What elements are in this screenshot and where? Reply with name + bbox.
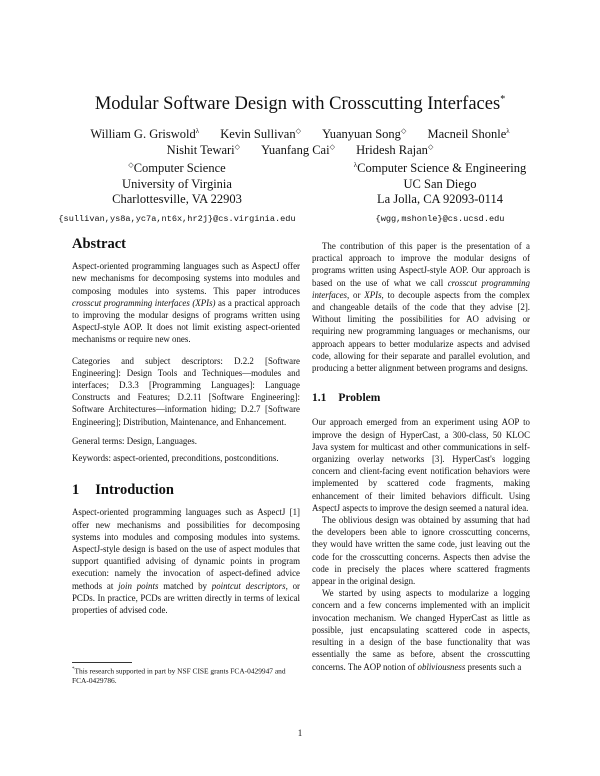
affiliation-dept: ◇Computer Science (128, 161, 226, 176)
intro-paragraph: Aspect-oriented programming languages such as AspectJ [1] offer new mechanisms and possibilities for decomposing systems into modules and composing modules into systems. AspectJ-style design is based on the use of aspect modules that support quantified advising of dynamic points in program execution: namely the invocation of aspect-defined advice methods at join points matched by pointcut descriptors, or PCDs. In practice, PCDs are written directly in terms of lexical properties of advised code. (72, 507, 300, 616)
affiliation-virginia (52, 158, 302, 227)
affiliation-institution: UC San Diego (403, 176, 477, 191)
author: Nishit Tewari◇ (166, 143, 241, 158)
abstract-keywords: Keywords: aspect-oriented, preconditions, postconditions. (72, 453, 279, 464)
author: Hridesh Rajan◇ (356, 143, 434, 158)
affiliation-city: La Jolla, CA 92093-0114 (377, 192, 503, 207)
problem-paragraph: Our approach emerged from an experiment using AOP to improve the design of HyperCast, a 300-class, 50 KLOC Java system for multicast and other communications in self-organizing overlay networks [3]. HyperCast's logging concern and client-facing event notification behaviors were implemented by scattered code fragments, making enhancement of their limited behaviors difficult. Using AspectJ aspects to improve the design seemed a natural idea. (312, 417, 530, 513)
page-number: 1 (297, 728, 303, 738)
author-list-line-2 (0, 143, 600, 158)
oblivious-paragraph: The oblivious design was obtained by assuming that had the developers been able to ignore crosscutting concerns, they would have written the same code, just leaving out the code for the crosscutting concerns. Aspects then advise the code in precisely the places where scattered fragments appear in the original design. (312, 515, 530, 587)
contribution-paragraph: The contribution of this paper is the presentation of a practical approach to improve the modular designs of programs written using AspectJ-style AOP. Our approach is based on the use of what we call crosscut programming interfaces, or XPIs, to decouple aspects from the complex and changeable details of the code that they advise [2]. Without limiting the possibilities for AO advising or requiring new programming languages or mechanisms, our approach appears to better modularize aspects and advised code, allowing for their separate and parallel evolution, and producing a better alignment between programs and designs. (312, 241, 530, 374)
affiliation-email: {sullivan,ys8a,yc7a,nt6x,hr2j}@cs.virginia.edu (58, 213, 296, 224)
affiliation-dept: $^\lambda$Computer Science & Engineering (353, 161, 527, 176)
author: Yuanyuan Song◇ (322, 127, 407, 142)
affiliation-ucsd (315, 158, 565, 227)
footnote-rule (72, 662, 132, 663)
author: Macneil Shonle$^\lambda$ (427, 127, 510, 142)
author: Yuanfang Cai◇ (261, 143, 335, 158)
problem-heading: 1.1 Problem (312, 392, 381, 405)
left-column (72, 238, 300, 616)
author: William G. Griswold$^\lambda$ (90, 127, 200, 142)
abstract-text: Aspect-oriented programming languages such as AspectJ offer new mechanisms for decomposing systems into modules and composing modules into systems. This paper introduces crosscut programming interfaces (XPIs) as a practical approach to improving the modular designs of programs written using AspectJ-style AOP. It does not limit existing aspect-oriented mechanisms or require new ones. (72, 261, 300, 345)
abstract-categories: Categories and subject descriptors: D.2.2 [Software Engineering]: Design Tools and Techniques—modules and interfaces; D.3.3 [Programming Languages]: Language Constructs and Features; D.2.11 [Software Engineering]: Software Architectures—information hiding; D.2.7 [Software Engineering]; Distribution, Maintenance, and Enhancement. (72, 355, 300, 427)
author: Kevin Sullivan◇ (220, 127, 301, 142)
logging-paragraph: We started by using aspects to modularize a logging concern and a few concerns implemented with an implicit invocation mechanism. We changed HyperCast as little as possible, just encapsulating scattered code in aspects, resulting in a design of the base functionality that was essentially the same as before, absent the crosscutting concerns. The AOP notion of obliviousness presents such a (312, 588, 530, 672)
abstract-heading: Abstract (72, 236, 126, 252)
abstract-general-terms: General terms: Design, Languages. (72, 435, 197, 446)
footnote: *This research supported in part by NSF CISE grants FCA-0429947 and FCA-0429786. (72, 666, 286, 686)
affiliation-institution: University of Virginia (122, 176, 232, 191)
paper-title: Modular Software Design with Crosscutting Interfaces* (94, 94, 506, 115)
title-footnote-mark: * (500, 94, 506, 105)
author-list-line-1 (0, 127, 600, 142)
intro-heading: 1 Introduction (72, 482, 174, 499)
affiliation-email: {wgg,mshonle}@cs.ucsd.edu (375, 213, 505, 224)
right-column (312, 240, 530, 673)
affiliation-city: Charlottesville, VA 22903 (112, 192, 242, 207)
